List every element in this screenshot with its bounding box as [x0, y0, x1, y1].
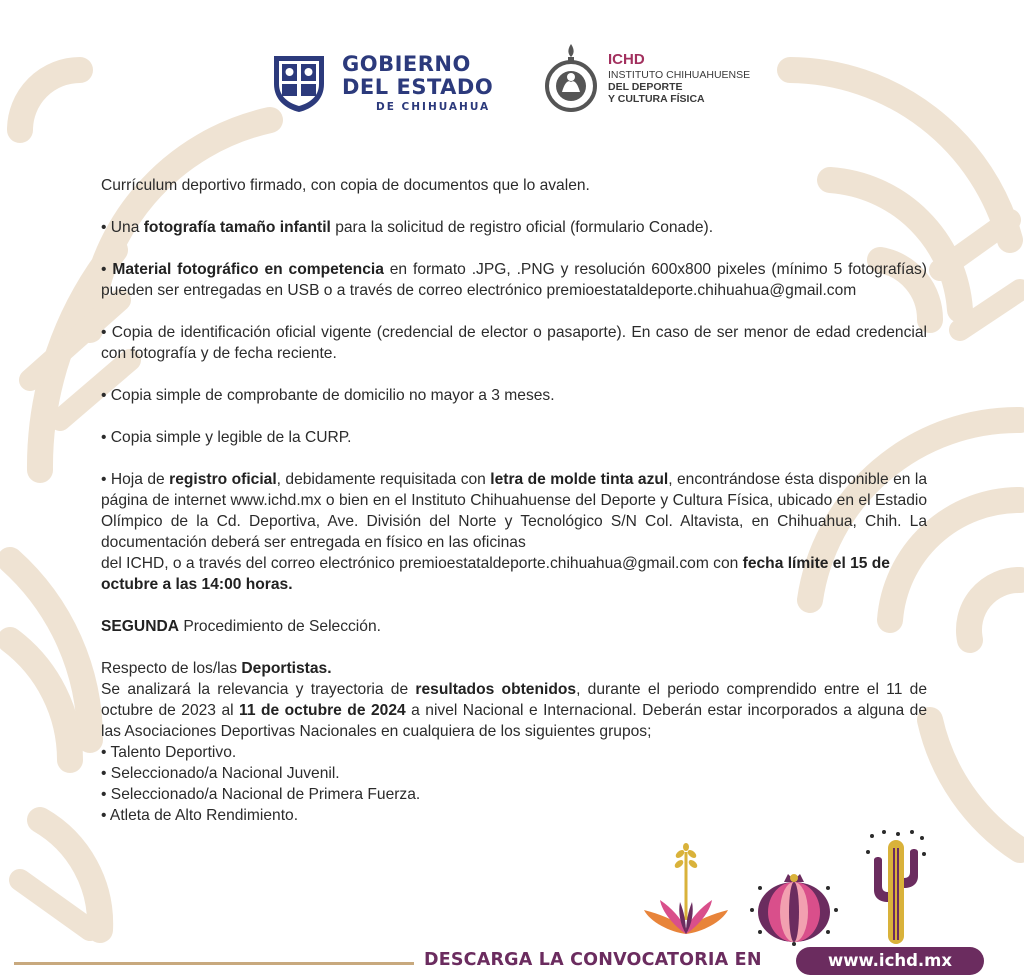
list-item: • Talento Deportivo. [101, 744, 237, 761]
paragraph-deportistas [101, 658, 927, 679]
text-run: Respecto de los/las [101, 660, 242, 677]
document-body [101, 175, 927, 826]
ichd-line3: Y CULTURA FÍSICA [608, 92, 705, 105]
text-run: a nivel Nacional e Internacional. Deberán estar incorporados a alguna de las Asociaciones Deportivas Nacionales en cualquiera de los siguientes grupos; [101, 702, 927, 740]
text-run: Se analizará la relevancia y trayectoria de [101, 681, 416, 698]
bold-run: Deportistas. [241, 660, 332, 677]
list-item: • Seleccionado/a Nacional de Primera Fuerza. [101, 786, 421, 803]
footer-divider [14, 962, 414, 965]
text-run: Procedimiento de Selección. [178, 618, 381, 635]
text-run: • Una [101, 219, 144, 236]
bold-run: fecha límite el 15 de octubre a las 14:00 horas. [101, 555, 890, 593]
text-run: • [101, 261, 113, 278]
bold-run: registro oficial [169, 471, 277, 488]
gobierno-line1: GOBIERNO [342, 51, 471, 76]
text-run: , encontrándose ésta disponible en la página de internet www.ichd.mx o bien en el Instituto Chihuahuense del Deporte y Cultura Física, ubicado en el Estadio Olímpico de la Cd. Deportiva, Ave. División del Norte y Tecnológico S/N Col. Altavista, en Chihuahua, Chih. La documentación deberá ser entregada en físico en las oficinas [101, 471, 927, 551]
text-run: para la solicitud de registro oficial (formulario Conade). [330, 219, 714, 236]
paragraph-segunda [101, 616, 927, 637]
bold-run: resultados obtenidos [415, 681, 577, 698]
ichd-torch-emblem-icon [542, 42, 600, 114]
ichd-line2: DEL DEPORTE [608, 80, 683, 93]
text-run: en formato .JPG, .PNG y resolución 600x800 pixeles (mínimo 5 fotografías) pueden ser entregadas en USB o a través de correo electrónico premioestataldeporte.chihuahua@gmail.com [101, 261, 927, 299]
bold-run: fotografía tamaño infantil [143, 219, 331, 236]
bold-run: SEGUNDA [101, 618, 179, 635]
bold-run: 11 de octubre de 2024 [239, 702, 406, 719]
round-cactus-icon [748, 866, 840, 946]
paragraph-curriculum: Currículum deportivo firmado, con copia de documentos que lo avalen. [101, 177, 590, 194]
ichd-acronym: ICHD [608, 51, 645, 69]
paragraph-registro-oficial [101, 469, 927, 553]
gobierno-logo [270, 52, 493, 114]
paragraph-identificacion: • Copia de identificación oficial vigente (credencial de elector o pasaporte). En caso de ser menor de edad credencial con fotografía y de fecha reciente. [101, 324, 927, 362]
ichd-line1: INSTITUTO CHIHUAHUENSE [608, 68, 751, 81]
saguaro-cactus-icon [866, 830, 926, 946]
text-run: , durante el periodo comprendido entre el 11 de octubre de 2023 al [101, 681, 927, 719]
paragraph-domicilio: • Copia simple de comprobante de domicilio no mayor a 3 meses. [101, 387, 555, 404]
bold-run: letra de molde tinta azul [490, 471, 669, 488]
gobierno-line2: DEL ESTADO [342, 74, 494, 99]
paragraph-curp: • Copia simple y legible de la CURP. [101, 429, 352, 446]
paragraph-entrega [101, 553, 927, 595]
paragraph-fotografia [101, 217, 927, 238]
list-item: • Seleccionado/a Nacional Juvenil. [101, 765, 340, 782]
chihuahua-shield-icon [270, 52, 328, 114]
text-run: , debidamente requisitada con [276, 471, 491, 488]
footer-download-text: DESCARGA LA CONVOCATORIA EN [424, 950, 762, 970]
ichd-logo [542, 42, 750, 114]
bold-run: Material fotográfico en competencia [112, 261, 384, 278]
footer-url-link[interactable]: www.ichd.mx [796, 947, 984, 975]
agave-plant-icon [640, 842, 732, 942]
paragraph-analisis [101, 679, 927, 742]
gobierno-line3: DE CHIHUAHUA [376, 100, 491, 113]
text-run: del ICHD, o a través del correo electrónico premioestataldeporte.chihuahua@gmail.com con [101, 555, 743, 572]
list-item: • Atleta de Alto Rendimiento. [101, 807, 299, 824]
groups-list [101, 742, 927, 826]
text-run: • Hoja de [101, 471, 170, 488]
paragraph-material-fotografico [101, 259, 927, 301]
